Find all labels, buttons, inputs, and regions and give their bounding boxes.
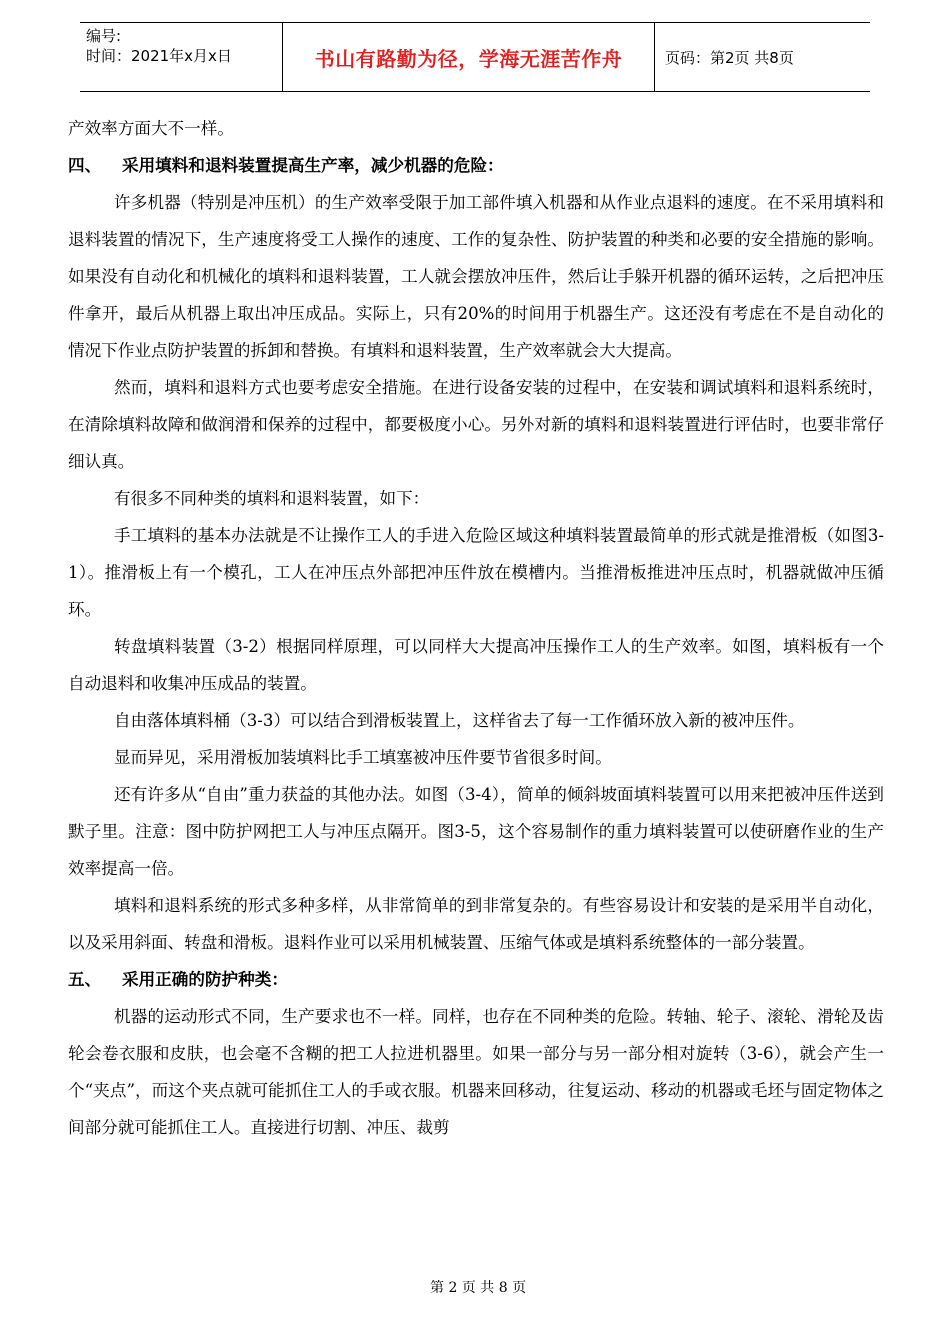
paragraph: 然而，填料和退料方式也要考虑安全措施。在进行设备安装的过程中，在安装和调试填料和退料系统时，在清除填料故障和做润滑和保养的过程中，都要极度小心。另外对新的填料和退料装置进行评估时，也要非常仔细认真。 xyxy=(68,378,884,471)
paragraph: 产效率方面大不一样。 xyxy=(68,119,234,138)
page-header xyxy=(80,22,870,92)
paragraph: 还有许多从“自由”重力获益的其他办法。如图（3-4），简单的倾斜坡面填料装置可以用来把被冲压件送到默子里。注意：图中防护网把工人与冲压点隔开。图3-5，这个容易制作的重力填料装置可以使研磨作业的生产效率提高一倍。 xyxy=(68,785,884,878)
section-number: 五、 xyxy=(68,969,102,989)
document-body xyxy=(68,110,884,1146)
paragraph: 转盘填料装置（3-2）根据同样原理，可以同样大大提高冲压操作工人的生产效率。如图，填料板有一个自动退料和收集冲压成品的装置。 xyxy=(68,637,884,693)
section-title: 采用正确的防护种类： xyxy=(122,969,288,989)
header-page-info: 页码：第2页 共8页 xyxy=(665,48,794,67)
section-heading-5 xyxy=(68,961,884,998)
section-heading-4 xyxy=(68,147,884,184)
header-motto: 书山有路勤为径，学海无涯苦作舟 xyxy=(283,23,655,91)
header-meta xyxy=(80,23,283,91)
paragraph: 许多机器（特别是冲压机）的生产效率受限于加工部件填入机器和从作业点退料的速度。在不采用填料和退料装置的情况下，生产速度将受工人操作的速度、工作的复杂性、防护装置的种类和必要的安全措施的影响。如果没有自动化和机械化的填料和退料装置，工人就会摆放冲压件，然后让手躲开机器的循环运转，之后把冲压件拿开，最后从机器上取出冲压成品。实际上，只有20%的时间用于机器生产。这还没有考虑在不是自动化的情况下作业点防护装置的拆卸和替换。有填料和退料装置，生产效率就会大大提高。 xyxy=(68,193,884,360)
paragraph: 自由落体填料桶（3-3）可以结合到滑板装置上，这样省去了每一工作循环放入新的被冲压件。 xyxy=(114,711,805,730)
paragraph: 有很多不同种类的填料和退料装置，如下： xyxy=(114,489,430,508)
page-footer: 第 2 页 共 8 页 xyxy=(430,1280,527,1296)
paragraph: 手工填料的基本办法就是不让操作工人的手进入危险区域这种填料装置最简单的形式就是推滑板（如图3-1）。推滑板上有一个模孔，工人在冲压点外部把冲压件放在模槽内。当推滑板推进冲压点时，机器就做冲压循环。 xyxy=(68,526,884,619)
paragraph: 机器的运动形式不同，生产要求也不一样。同样，也存在不同种类的危险。转轴、轮子、滚轮、滑轮及齿轮会卷衣服和皮肤，也会毫不含糊的把工人拉进机器里。如果一部分与另一部分相对旋转（3-6），就会产生一个“夹点”，而这个夹点就可能抓住工人的手或衣服。机器来回移动，往复运动、移动的机器或毛坯与固定物体之间部分就可能抓住工人。直接进行切割、冲压、裁剪 xyxy=(68,1007,884,1137)
document-date: 时间：2021年x月x日 xyxy=(86,47,232,65)
document-number-label: 编号: xyxy=(86,27,122,45)
section-title: 采用填料和退料装置提高生产率，减少机器的危险： xyxy=(122,155,504,175)
section-number: 四、 xyxy=(68,155,102,175)
paragraph: 显而异见，采用滑板加装填料比手工填塞被冲压件要节省很多时间。 xyxy=(114,748,612,767)
paragraph: 填料和退料系统的形式多种多样，从非常简单的到非常复杂的。有些容易设计和安装的是采用半自动化，以及采用斜面、转盘和滑板。退料作业可以采用机械装置、压缩气体或是填料系统整体的一部分装置。 xyxy=(68,896,884,952)
